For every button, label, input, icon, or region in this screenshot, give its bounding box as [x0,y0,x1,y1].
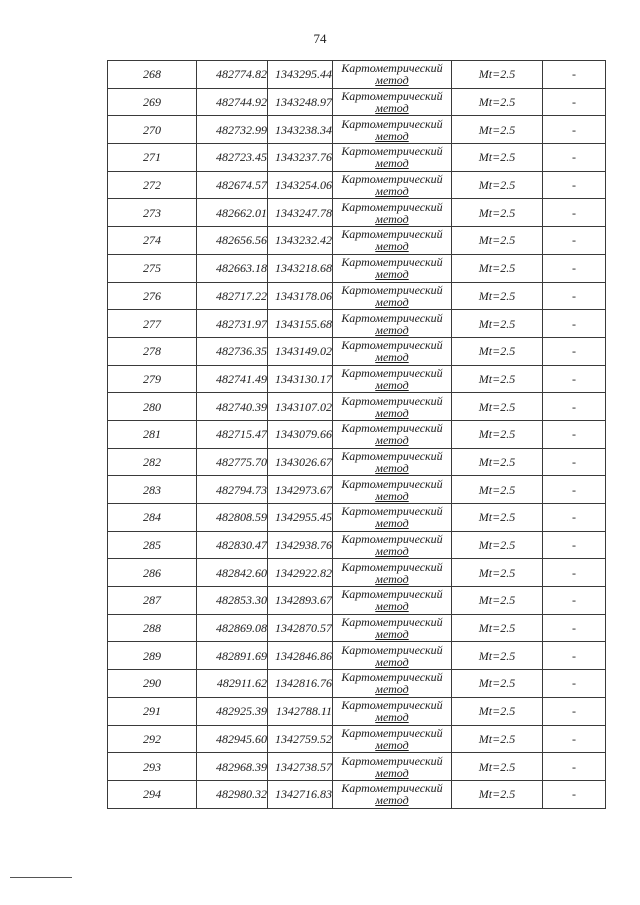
coordinate-y: 1343247.78 [268,199,333,227]
coordinate-x: 482663.18 [197,254,268,282]
method-text: Картометрический [341,310,443,325]
table-row [108,559,606,587]
method-text: Картометрический [341,753,443,768]
method-text: Картометрический [341,365,443,380]
coordinate-y: 1343130.17 [268,365,333,393]
method-text-continued: метод [375,710,409,725]
method-text: Картометрический [341,448,443,463]
note-dash: - [543,171,606,199]
point-number: 273 [108,199,197,227]
coordinate-x: 482911.62 [197,670,268,698]
coordinate-x: 482853.30 [197,587,268,615]
coordinate-x: 482662.01 [197,199,268,227]
method-cell [333,365,452,393]
table-row [108,420,606,448]
point-number: 284 [108,504,197,532]
table-row [108,365,606,393]
coordinate-y: 1343026.67 [268,448,333,476]
method-text: Картометрический [341,698,443,713]
note-dash: - [543,337,606,365]
method-cell [333,697,452,725]
coordinate-x: 482717.22 [197,282,268,310]
point-number: 294 [108,780,197,808]
method-cell [333,393,452,421]
method-cell [333,642,452,670]
method-text-continued: метод [375,571,409,586]
method-text: Картометрический [341,199,443,214]
point-number: 276 [108,282,197,310]
coordinate-x: 482715.47 [197,420,268,448]
accuracy-value: Mt=2.5 [452,476,543,504]
point-number: 290 [108,670,197,698]
table-row [108,227,606,255]
coordinate-x: 482808.59 [197,504,268,532]
method-text-continued: метод [375,184,409,199]
point-number: 278 [108,337,197,365]
point-number: 269 [108,88,197,116]
coordinate-y: 1343254.06 [268,171,333,199]
note-dash: - [543,697,606,725]
note-dash: - [543,448,606,476]
method-text: Картометрический [341,781,443,796]
table-row [108,725,606,753]
accuracy-value: Mt=2.5 [452,670,543,698]
method-cell [333,88,452,116]
table-row [108,254,606,282]
coordinate-y: 1342973.67 [268,476,333,504]
method-cell [333,420,452,448]
coordinate-y: 1342816.76 [268,670,333,698]
coordinate-x: 482674.57 [197,171,268,199]
table-row [108,504,606,532]
point-number: 292 [108,725,197,753]
method-text-continued: метод [375,627,409,642]
method-text: Картометрический [341,61,443,76]
table-row [108,642,606,670]
point-number: 270 [108,116,197,144]
method-text: Картометрический [341,532,443,547]
method-text-continued: метод [375,128,409,143]
accuracy-value: Mt=2.5 [452,448,543,476]
method-cell [333,171,452,199]
coordinate-x: 482968.39 [197,753,268,781]
coordinate-y: 1343149.02 [268,337,333,365]
coordinate-x: 482891.69 [197,642,268,670]
coordinate-x: 482775.70 [197,448,268,476]
method-text-continued: метод [375,544,409,559]
table-row [108,780,606,808]
accuracy-value: Mt=2.5 [452,587,543,615]
coordinate-y: 1343218.68 [268,254,333,282]
point-number: 285 [108,531,197,559]
point-number: 281 [108,420,197,448]
method-text: Картометрический [341,725,443,740]
accuracy-value: Mt=2.5 [452,725,543,753]
coordinate-x: 482740.39 [197,393,268,421]
method-text-continued: метод [375,682,409,697]
point-number: 288 [108,614,197,642]
note-dash: - [543,365,606,393]
coordinate-x: 482980.32 [197,780,268,808]
coordinate-y: 1343232.42 [268,227,333,255]
note-dash: - [543,559,606,587]
note-dash: - [543,310,606,338]
accuracy-value: Mt=2.5 [452,642,543,670]
coordinate-x: 482736.35 [197,337,268,365]
point-number: 277 [108,310,197,338]
method-cell [333,310,452,338]
coordinate-y: 1342759.52 [268,725,333,753]
method-cell [333,116,452,144]
accuracy-value: Mt=2.5 [452,559,543,587]
method-cell [333,725,452,753]
method-cell [333,614,452,642]
method-text-continued: метод [375,377,409,392]
note-dash: - [543,144,606,172]
table-row [108,199,606,227]
point-number: 282 [108,448,197,476]
method-text-continued: метод [375,460,409,475]
accuracy-value: Mt=2.5 [452,504,543,532]
coordinate-y: 1343079.66 [268,420,333,448]
accuracy-value: Mt=2.5 [452,88,543,116]
method-cell [333,254,452,282]
point-number: 280 [108,393,197,421]
coordinate-y: 1343155.68 [268,310,333,338]
coordinate-y: 1342846.86 [268,642,333,670]
table-row [108,116,606,144]
point-number: 272 [108,171,197,199]
method-text: Картометрический [341,670,443,685]
table-row [108,531,606,559]
method-text: Картометрический [341,282,443,297]
note-dash: - [543,531,606,559]
coordinates-table-body [108,61,606,809]
point-number: 279 [108,365,197,393]
method-cell [333,780,452,808]
table-row [108,88,606,116]
coordinate-x: 482945.60 [197,725,268,753]
table-row [108,753,606,781]
note-dash: - [543,282,606,310]
coordinate-x: 482830.47 [197,531,268,559]
method-cell [333,199,452,227]
method-text-continued: метод [375,433,409,448]
coordinate-x: 482732.99 [197,116,268,144]
method-text-continued: метод [375,322,409,337]
note-dash: - [543,753,606,781]
coordinate-x: 482925.39 [197,697,268,725]
method-text: Картометрический [341,476,443,491]
method-cell [333,504,452,532]
method-cell [333,531,452,559]
coordinate-y: 1343107.02 [268,393,333,421]
accuracy-value: Mt=2.5 [452,116,543,144]
table-row [108,144,606,172]
method-text: Картометрический [341,144,443,159]
note-dash: - [543,254,606,282]
coordinate-x: 482723.45 [197,144,268,172]
accuracy-value: Mt=2.5 [452,753,543,781]
accuracy-value: Mt=2.5 [452,171,543,199]
note-dash: - [543,88,606,116]
accuracy-value: Mt=2.5 [452,199,543,227]
method-text-continued: метод [375,101,409,116]
coordinate-y: 1343178.06 [268,282,333,310]
page-number: 74 [313,31,327,46]
accuracy-value: Mt=2.5 [452,61,543,89]
coordinate-y: 1343248.97 [268,88,333,116]
table-row [108,61,606,89]
coordinate-x: 482741.49 [197,365,268,393]
method-cell [333,753,452,781]
method-text-continued: метод [375,654,409,669]
note-dash: - [543,614,606,642]
coordinate-y: 1342788.11 [268,697,333,725]
point-number: 271 [108,144,197,172]
accuracy-value: Mt=2.5 [452,420,543,448]
coordinate-x: 482744.92 [197,88,268,116]
method-text-continued: метод [375,267,409,282]
accuracy-value: Mt=2.5 [452,144,543,172]
accuracy-value: Mt=2.5 [452,697,543,725]
table-row [108,448,606,476]
method-cell [333,670,452,698]
accuracy-value: Mt=2.5 [452,337,543,365]
method-text-continued: метод [375,765,409,780]
point-number: 287 [108,587,197,615]
note-dash: - [543,227,606,255]
coordinate-x: 482794.73 [197,476,268,504]
method-text: Картометрический [341,587,443,602]
accuracy-value: Mt=2.5 [452,614,543,642]
accuracy-value: Mt=2.5 [452,282,543,310]
note-dash: - [543,476,606,504]
method-text: Картометрический [341,421,443,436]
method-text: Картометрический [341,89,443,104]
method-text: Картометрический [341,338,443,353]
note-dash: - [543,116,606,144]
table-row [108,476,606,504]
method-text-continued: метод [375,488,409,503]
point-number: 291 [108,697,197,725]
coordinate-y: 1343237.76 [268,144,333,172]
accuracy-value: Mt=2.5 [452,254,543,282]
coordinate-y: 1342938.76 [268,531,333,559]
method-cell [333,144,452,172]
method-cell [333,448,452,476]
note-dash: - [543,393,606,421]
method-text: Картометрический [341,504,443,519]
method-cell [333,337,452,365]
method-text-continued: метод [375,211,409,226]
table-row [108,670,606,698]
table-row [108,587,606,615]
coordinate-y: 1342955.45 [268,504,333,532]
accuracy-value: Mt=2.5 [452,310,543,338]
method-text: Картометрический [341,642,443,657]
method-text-continued: метод [375,405,409,420]
table-row [108,310,606,338]
method-cell [333,559,452,587]
method-text-continued: метод [375,737,409,752]
point-number: 283 [108,476,197,504]
point-number: 293 [108,753,197,781]
method-text: Картометрический [341,255,443,270]
coordinate-y: 1342738.57 [268,753,333,781]
coordinate-y: 1343295.44 [268,61,333,89]
method-text-continued: метод [375,516,409,531]
coordinate-y: 1342870.57 [268,614,333,642]
method-text-continued: метод [375,350,409,365]
note-dash: - [543,504,606,532]
table-row [108,393,606,421]
point-number: 289 [108,642,197,670]
table-row [108,282,606,310]
accuracy-value: Mt=2.5 [452,780,543,808]
method-text-continued: метод [375,599,409,614]
note-dash: - [543,587,606,615]
method-cell [333,61,452,89]
method-text: Картометрический [341,116,443,131]
table-row [108,337,606,365]
method-text-continued: метод [375,73,409,88]
method-text: Картометрический [341,559,443,574]
note-dash: - [543,780,606,808]
note-dash: - [543,642,606,670]
table-row [108,697,606,725]
coordinate-x: 482842.60 [197,559,268,587]
method-text: Картометрический [341,393,443,408]
note-dash: - [543,199,606,227]
method-cell [333,282,452,310]
method-cell [333,476,452,504]
note-dash: - [543,725,606,753]
footnote-divider [10,877,72,878]
table-row [108,171,606,199]
note-dash: - [543,420,606,448]
coordinate-x: 482731.97 [197,310,268,338]
point-number: 275 [108,254,197,282]
method-cell [333,227,452,255]
method-cell [333,587,452,615]
accuracy-value: Mt=2.5 [452,393,543,421]
method-text-continued: метод [375,156,409,171]
note-dash: - [543,670,606,698]
coordinate-y: 1342893.67 [268,587,333,615]
method-text-continued: метод [375,793,409,808]
method-text-continued: метод [375,294,409,309]
coordinate-y: 1342922.82 [268,559,333,587]
point-number: 286 [108,559,197,587]
method-text-continued: метод [375,239,409,254]
method-text: Картометрический [341,172,443,187]
coordinate-x: 482774.82 [197,61,268,89]
coordinate-y: 1343238.34 [268,116,333,144]
accuracy-value: Mt=2.5 [452,531,543,559]
coordinate-y: 1342716.83 [268,780,333,808]
accuracy-value: Mt=2.5 [452,227,543,255]
accuracy-value: Mt=2.5 [452,365,543,393]
method-text: Картометрический [341,227,443,242]
method-text: Картометрический [341,615,443,630]
coordinates-table [107,60,606,809]
note-dash: - [543,61,606,89]
coordinate-x: 482869.08 [197,614,268,642]
point-number: 268 [108,61,197,89]
coordinate-x: 482656.56 [197,227,268,255]
table-row [108,614,606,642]
point-number: 274 [108,227,197,255]
